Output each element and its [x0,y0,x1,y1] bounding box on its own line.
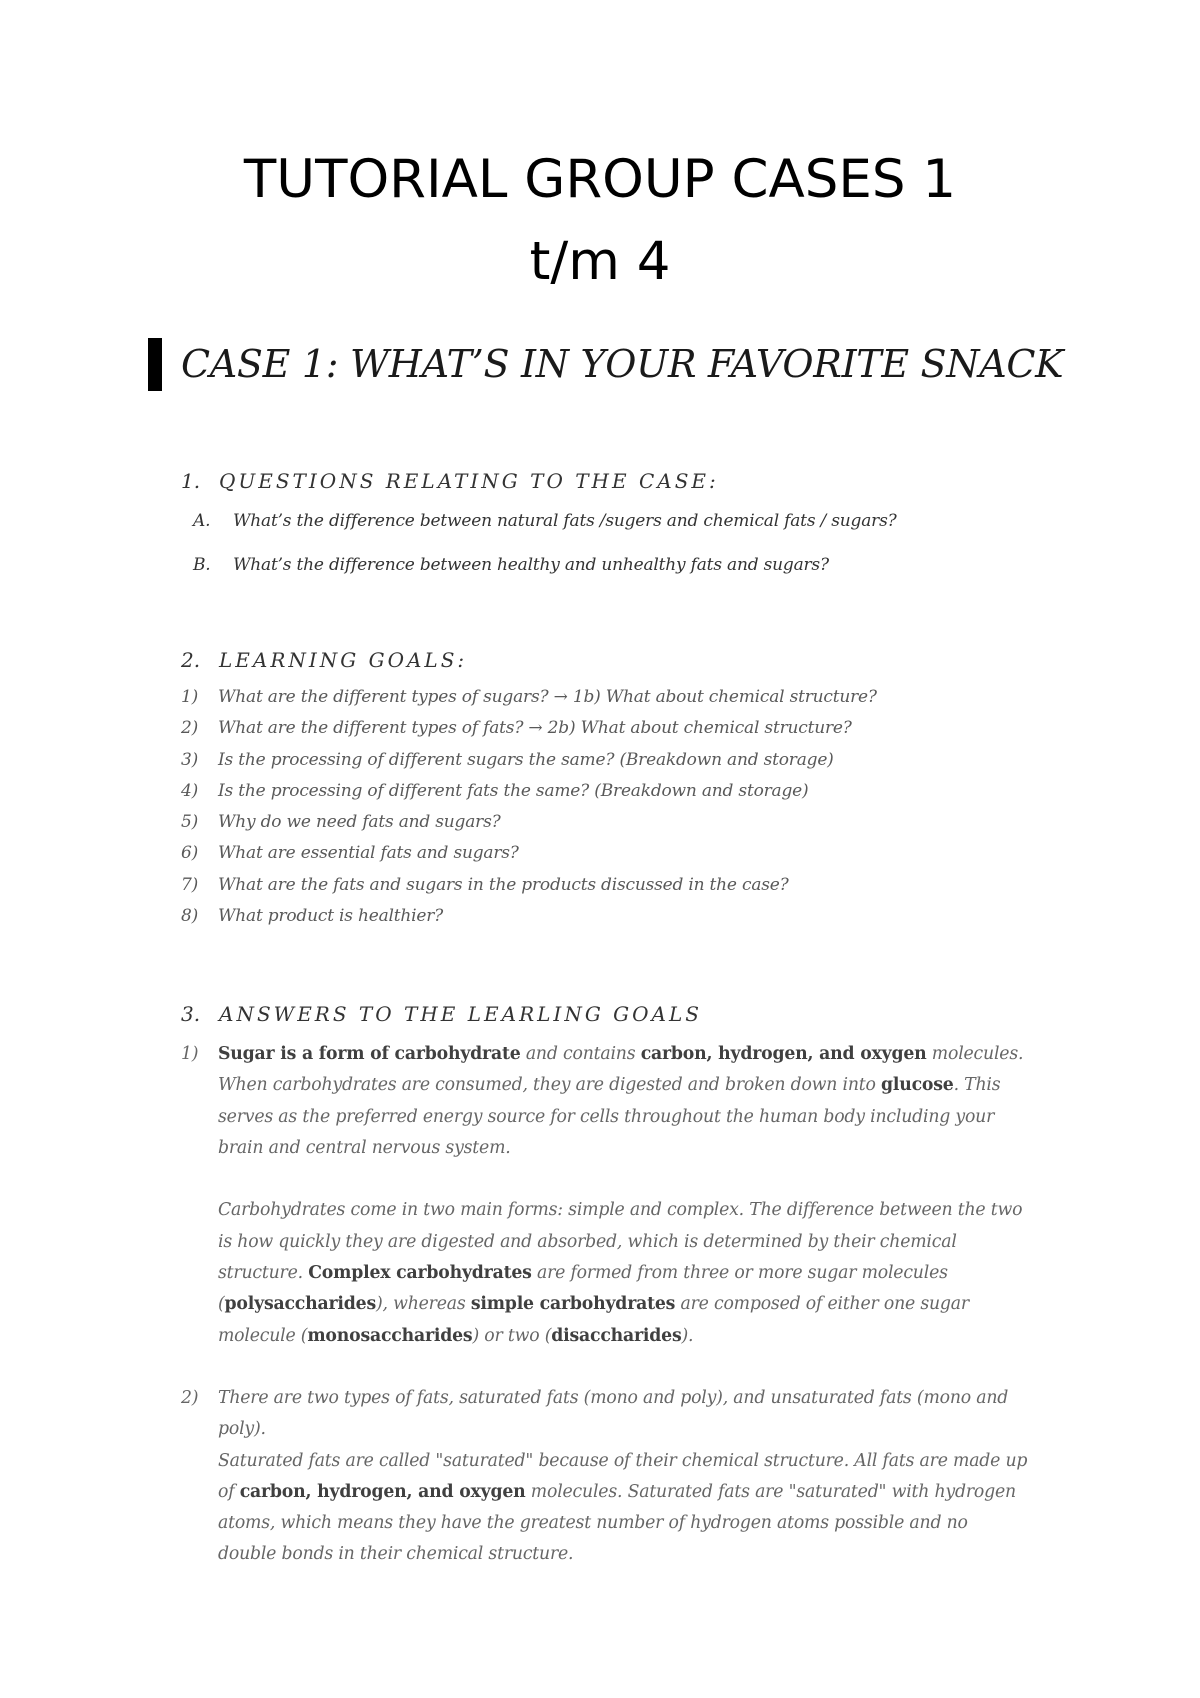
section-title: LEARNING GOALS: [219,648,468,672]
list-item [181,685,877,716]
goal-text: Why do we need fats and sugars? [218,812,501,833]
list-item [181,873,877,904]
bold-term: Complex carbohydrates [308,1263,532,1284]
list-item [193,553,897,577]
answer-text: ). [681,1325,694,1346]
list-item [181,904,877,935]
case-heading: CASE 1: WHAT’S IN YOUR FAVORITE SNACK [181,342,1064,386]
list-marker: 5) [181,812,199,833]
goal-text: Is the processing of different sugars the same? (Breakdown and storage) [218,749,834,770]
answer-text: Saturated fats are called "saturated" because of their chemical structure. All fats are made up of [218,1450,1028,1502]
answer-text: . This serves as the preferred energy source for cells throughout the human body including your brain and central nervous system. [218,1075,1001,1158]
answer-text: ), whereas [375,1294,471,1315]
goal-text: What are essential fats and sugars? [218,843,519,864]
bold-term: simple carbohydrates [470,1294,676,1315]
list-item [181,841,877,872]
goal-text: What product is healthier? [218,906,444,927]
list-marker: 3) [181,749,199,770]
answer-text: are formed from three or more sugar molecules ( [218,1263,948,1315]
answer-text: Carbohydrates come in two main forms: simple and complex. The difference between the two is how quickly they are digested and absorbed, which is determined by their chemical structure. [218,1200,1023,1284]
case-heading-bar [148,338,162,391]
bold-term: Sugar is a form of carbohydrate [218,1044,521,1064]
section-heading-answers [181,999,702,1029]
answer-text: are composed of either one sugar molecule ( [218,1294,969,1346]
list-marker: 7) [181,874,199,895]
bold-term: carbon, hydrogen, and oxygen [239,1481,526,1502]
answer-paragraph [218,1446,1028,1571]
list-marker: 2) [181,718,199,739]
list-item [181,716,877,747]
section-title: ANSWERS TO THE LEARLING GOALS [219,1002,702,1026]
bold-term: glucose [881,1075,954,1096]
bold-term: carbon, hydrogen, and oxygen [640,1044,927,1064]
list-item [193,509,897,533]
list-item [181,779,877,810]
section-heading-questions [181,466,719,496]
section-heading-learning-goals [181,645,467,675]
list-marker: 4) [181,780,199,801]
answer-paragraph: There are two types of fats, saturated fats (mono and poly), and unsaturated fats (mono and poly). [218,1388,1009,1440]
answer-2 [181,1383,1028,1571]
bold-term: monosaccharides [307,1325,473,1346]
list-marker: 1) [181,1044,199,1064]
answer-text: molecules. Saturated fats are "saturated" with hydrogen atoms, which means they have the greatest number of hydrogen atoms possible and no double bonds in their chemical structure. [218,1481,1016,1565]
list-marker: B. [193,555,211,575]
list-marker: A. [193,511,211,531]
document-title-line-1: TUTORIAL GROUP CASES 1 [243,149,957,210]
question-text: What’s the difference between healthy and unhealthy fats and sugars? [233,555,829,575]
answer-1 [181,1039,1028,1352]
bold-term: disaccharides [551,1325,682,1346]
list-marker: 6) [181,843,199,864]
goal-text: What are the different types of fats? → 2b) What about chemical structure? [218,718,852,739]
goal-text: What are the fats and sugars in the products discussed in the case? [218,874,789,895]
list-marker: 8) [181,906,199,927]
bold-term: polysaccharides [224,1294,376,1315]
questions-list [193,509,897,577]
answer-paragraph [218,1039,1028,1164]
section-title: QUESTIONS RELATING TO THE CASE: [219,469,719,493]
section-number: 2. [181,648,201,672]
answer-text: and contains [520,1044,641,1064]
list-item [181,748,877,779]
goal-text: Is the processing of different fats the same? (Breakdown and storage) [218,780,809,801]
list-item [181,810,877,841]
answer-text: molecules. When carbohydrates are consumed, they are digested and broken down into [218,1044,1024,1096]
list-marker: 1) [181,687,199,707]
answer-text: ) or two ( [472,1325,552,1346]
goal-text: What are the different types of sugars? → 1b) What about chemical structure? [218,687,877,707]
answer-paragraph [218,1195,1028,1351]
learning-goals-list [181,685,877,935]
document-title-line-2: t/m 4 [529,231,671,292]
question-text: What’s the difference between natural fats /sugers and chemical fats / sugars? [233,511,897,531]
list-marker: 2) [181,1388,199,1408]
section-number: 3. [181,1002,201,1026]
section-number: 1. [181,469,201,493]
